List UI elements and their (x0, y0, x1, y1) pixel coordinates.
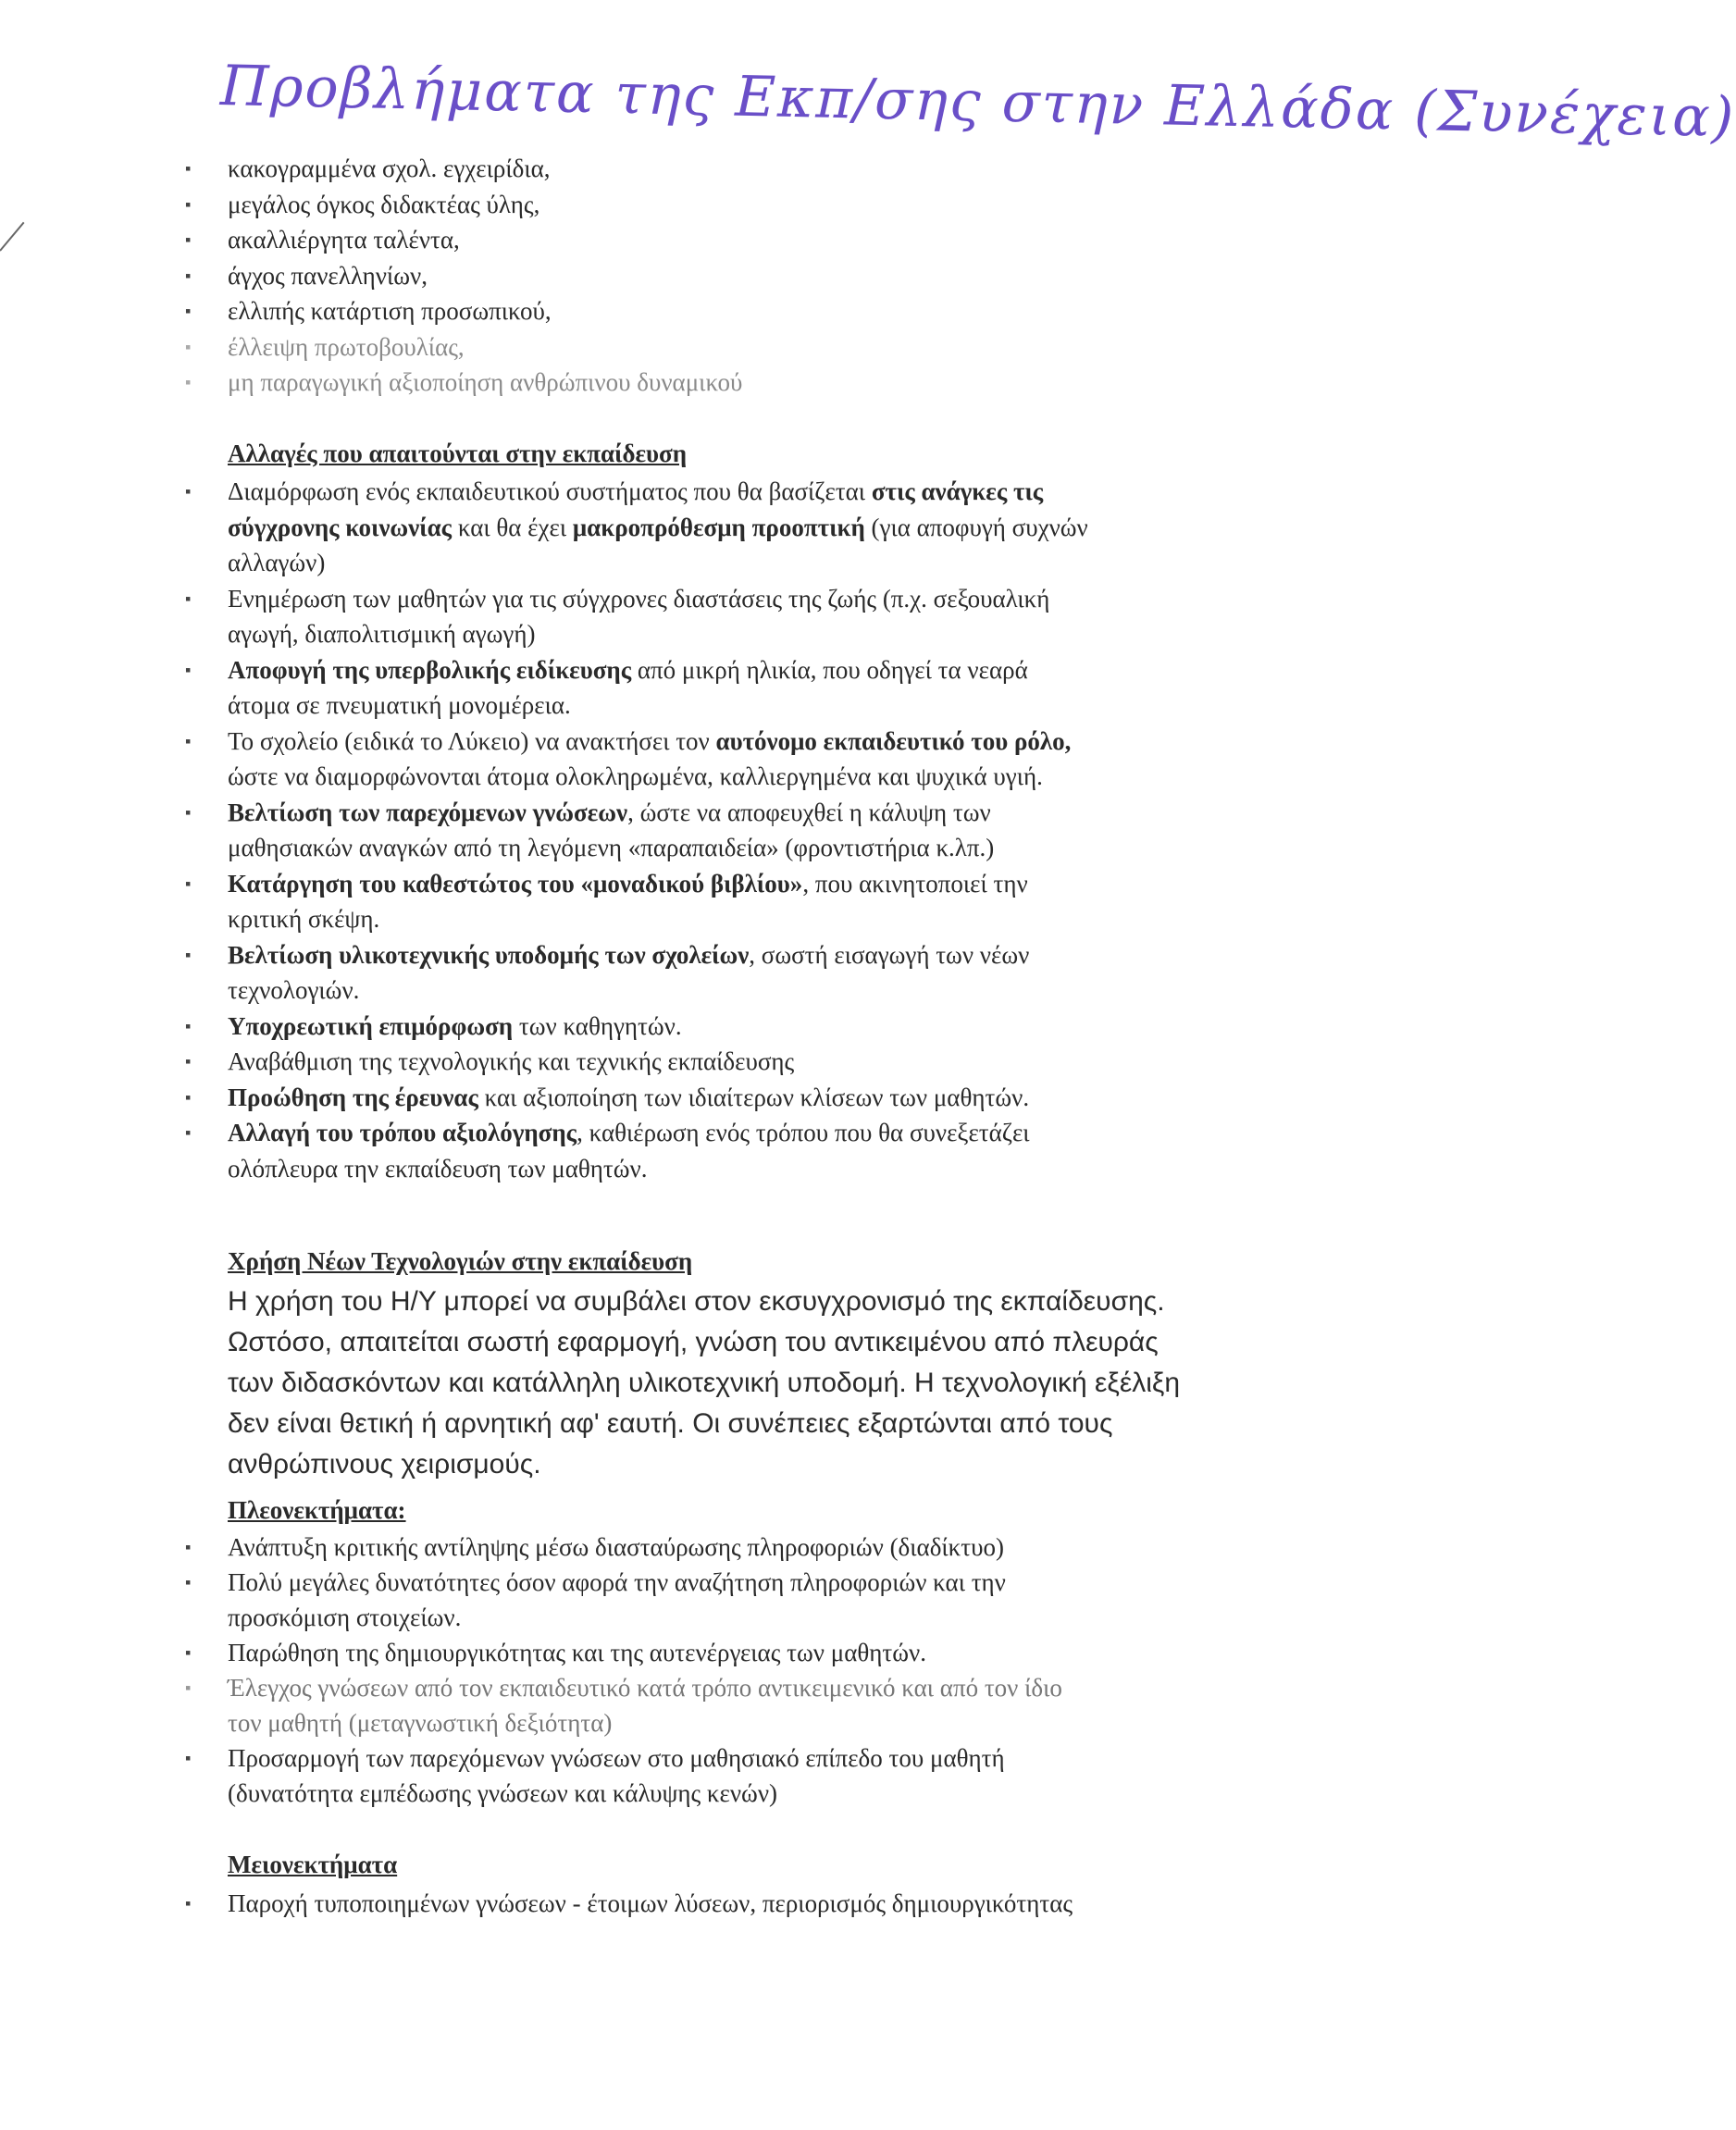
problems-list (185, 151, 1351, 401)
paragraph-line: δεν είναι θετική ή αρνητική αφ' εαυτή. Οι συνέπειες εξαρτώνται από τους (228, 1408, 1113, 1439)
item-text: , ώστε να αποφευχθεί η κάλυψη των (627, 798, 991, 826)
item-text: Προσαρμογή των παρεχόμενων γνώσεων στο μαθησιακό επίπεδο του μαθητή (228, 1744, 1005, 1772)
bullet-icon: ▪ (185, 1894, 192, 1913)
advantages-list (185, 1529, 1351, 1811)
item-text: Διαμόρφωση ενός εκπαιδευτικού συστήματος που θα βασίζεται (228, 477, 872, 505)
list-item: ▪ μη παραγωγική αξιοποίηση ανθρώπινου δυναμικού (185, 365, 1351, 401)
item-text: , καθιέρωση ενός τρόπου που θα συνεξετάζει (577, 1119, 1030, 1146)
item-text: Έλεγχος γνώσεων από τον εκπαιδευτικό κατά τρόπο αντικειμενικό και από τον ίδιο (228, 1674, 1062, 1702)
item-bold-text: Αποφυγή της υπερβολικής ειδίκευσης (228, 655, 632, 684)
list-item (185, 1044, 1351, 1080)
bullet-icon: ▪ (185, 873, 192, 893)
list-item (185, 866, 1351, 937)
item-bold-text: στις ανάγκες τις (871, 477, 1044, 505)
bullet-icon: ▪ (185, 1016, 192, 1035)
list-item (185, 1886, 1351, 1921)
paragraph-line: των διδασκόντων και κατάλληλη υλικοτεχνική υποδομή. Η τεχνολογική εξέλιξη (228, 1368, 1181, 1398)
item-text: αλλαγών) (228, 549, 326, 576)
list-item (185, 1635, 1351, 1670)
advantages-heading: Πλεονεκτήματα: (228, 1496, 406, 1524)
bullet-icon: ▪ (185, 802, 192, 822)
bullet-icon: ▪ (185, 482, 192, 501)
item-text: Παροχή τυποποιημένων γνώσεων - έτοιμων λύσεων, περιορισμός δημιουργικότητας (228, 1889, 1073, 1917)
item-text: μαθησιακών αναγκών από τη λεγόμενη «παραπαιδεία» (φροντιστήρια κ.λπ.) (228, 834, 995, 861)
list-item: ▪ μεγάλος όγκος διδακτέας ύλης, (185, 187, 1351, 223)
item-text: των καθηγητών. (513, 1011, 682, 1040)
bullet-icon: ▪ (185, 1087, 192, 1107)
item-bold-text: Αλλαγή του τρόπου αξιολόγησης (228, 1119, 577, 1146)
item-text: Το σχολείο (ειδικά το Λύκειο) να ανακτήσει τον (228, 726, 716, 755)
margin-pen-mark (0, 222, 24, 252)
item-text: Πολύ μεγάλες δυνατότητες όσον αφορά την αναζήτηση πληροφοριών και την (228, 1568, 1006, 1596)
bullet-icon: ▪ (185, 588, 192, 608)
bullet-icon: ▪ (185, 1749, 192, 1767)
item-text: τεχνολογιών. (228, 976, 360, 1004)
paragraph-line: Ωστόσο, απαιτείται σωστή εφαρμογή, γνώση του αντικειμένου από πλευράς (228, 1327, 1159, 1357)
item-bold-text: Κατάργηση του καθεστώτος του «μοναδικού βιβλίου» (228, 869, 803, 898)
item-text: άτομα σε πνευματική μονομέρεια. (228, 691, 571, 719)
paragraph-line: ανθρώπινους χειρισμούς. (228, 1449, 541, 1480)
item-text: Αναβάθμιση της τεχνολογικής και τεχνικής εκπαίδευσης (228, 1047, 795, 1075)
item-text: Ενημέρωση των μαθητών για τις σύγχρονες διαστάσεις της ζωής (π.χ. σεξουαλική (228, 584, 1050, 613)
item-text: αγωγή, διαπολιτισμική αγωγή) (228, 620, 536, 648)
list-item (185, 1080, 1351, 1116)
list-item: ▪ ακαλλιέργητα ταλέντα, (185, 222, 1351, 258)
item-bold-text: Βελτίωση υλικοτεχνικής υποδομής των σχολείων (228, 940, 750, 969)
list-item (185, 474, 1351, 581)
list-item (185, 724, 1351, 795)
list-item (185, 1670, 1351, 1740)
technology-heading: Χρήση Νέων Τεχνολογιών στην εκπαίδευση (228, 1247, 693, 1275)
bullet-icon: ▪ (185, 945, 192, 964)
item-text: Ανάπτυξη κριτικής αντίληψης μέσω διασταύρωσης πληροφοριών (διαδίκτυο) (228, 1533, 1004, 1561)
list-item (185, 937, 1351, 1009)
list-item (185, 1115, 1351, 1186)
item-bold-text: Υποχρεωτική επιμόρφωση (228, 1011, 514, 1040)
item-text: (δυνατότητα εμπέδωσης γνώσεων και κάλυψης κενών) (228, 1779, 778, 1807)
problems-section (185, 151, 1351, 401)
list-item: ▪ ελλιπής κατάρτιση προσωπικού, (185, 293, 1351, 329)
technology-paragraph (228, 1282, 1301, 1485)
bullet-icon: ▪ (185, 1573, 192, 1591)
bullet-icon: ▪ (185, 1052, 192, 1071)
list-item (185, 1565, 1351, 1635)
bullet-icon: ▪ (185, 731, 192, 750)
changes-list (185, 474, 1351, 1186)
bullet-icon: ▪ (185, 1643, 192, 1662)
list-item (185, 1740, 1351, 1811)
item-text: και αξιοποίηση των ιδιαίτερων κλίσεων των μαθητών. (477, 1083, 1030, 1111)
item-bold-text: σύγχρονης κοινωνίας (228, 513, 453, 541)
list-item: ▪ άγχος πανελληνίων, (185, 258, 1351, 294)
item-text: τον μαθητή (μεταγνωστική δεξιότητα) (228, 1709, 613, 1737)
item-bold-text: Βελτίωση των παρεχόμενων γνώσεων (228, 798, 628, 826)
item-text: κριτική σκέψη. (228, 905, 380, 933)
item-text: , σωστή εισαγωγή των νέων (749, 940, 1030, 969)
bullet-icon: ▪ (185, 1123, 192, 1142)
paragraph-line: Η χρήση του Η/Υ μπορεί να συμβάλει στον εκσυγχρονισμό της εκπαίδευσης. (228, 1286, 1165, 1317)
changes-section (185, 474, 1351, 1186)
list-item: ▪ έλλειψη πρωτοβουλίας, (185, 329, 1351, 365)
advantages-section (185, 1529, 1351, 1811)
item-text: από μικρή ηλικία, που οδηγεί τα νεαρά (631, 655, 1028, 684)
item-bold-text: μακροπρόθεσμη προοπτική (572, 513, 865, 541)
list-item: ▪ κακογραμμένα σχολ. εγχειρίδια, (185, 151, 1351, 187)
item-text: και θα έχει (452, 513, 573, 541)
list-item (185, 652, 1351, 724)
bullet-icon: ▪ (185, 660, 192, 679)
item-text: (για αποφυγή συχνών (864, 513, 1088, 541)
changes-heading: Αλλαγές που απαιτούνται στην εκπαίδευση (228, 440, 688, 467)
disadvantages-section (185, 1886, 1351, 1921)
item-text: ολόπλευρα την εκπαίδευση των μαθητών. (228, 1154, 648, 1183)
list-item (185, 1009, 1351, 1045)
item-bold-text: αυτόνομο εκπαιδευτικό του ρόλο, (715, 726, 1072, 755)
bullet-icon: ▪ (185, 1538, 192, 1556)
list-item (185, 795, 1351, 866)
item-text: Παρώθηση της δημιουργικότητας και της αυτενέργειας των μαθητών. (228, 1639, 926, 1666)
item-text: προσκόμιση στοιχείων. (228, 1604, 462, 1631)
list-item (185, 1529, 1351, 1565)
item-bold-text: Προώθηση της έρευνας (228, 1083, 478, 1111)
list-item (185, 581, 1351, 652)
item-text: , που ακινητοποιεί την (802, 869, 1028, 898)
bullet-icon: ▪ (185, 1678, 192, 1697)
handwritten-title: Προβλήματα της Εκπ/σης στην Ελλάδα (Συνέχεια) (219, 54, 1736, 151)
disadvantages-heading: Μειονεκτήματα (228, 1851, 398, 1878)
item-text: ώστε να διαμορφώνονται άτομα ολοκληρωμένα, καλλιεργημένα και ψυχικά υγιή. (228, 762, 1043, 790)
